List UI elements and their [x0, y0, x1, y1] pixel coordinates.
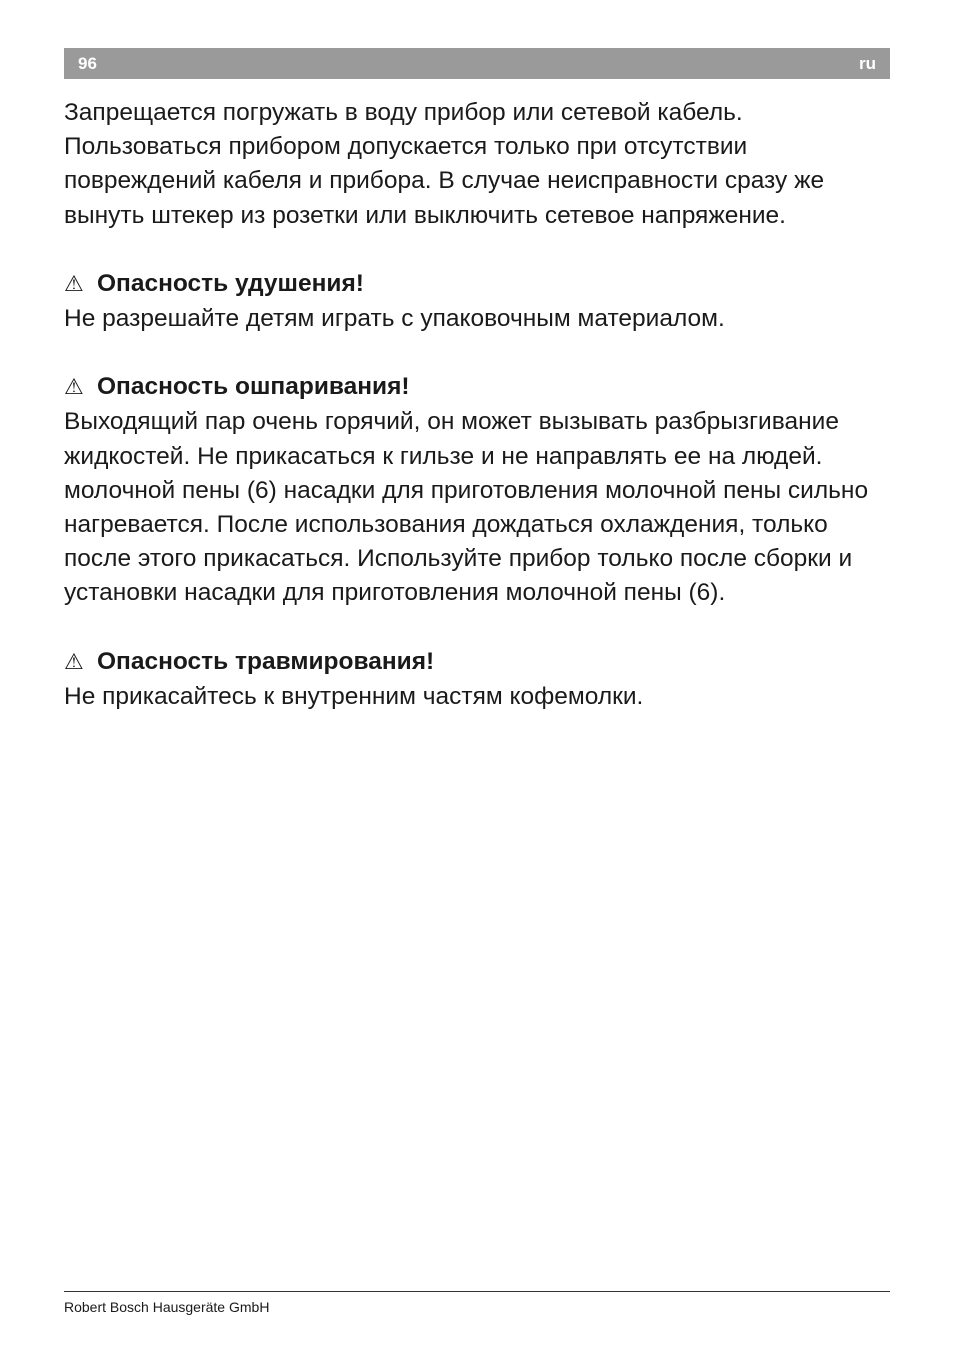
language-code: ru	[859, 53, 876, 73]
warning-text: Выходящий пар очень горячий, он может вызывать разбрызгивание жидкостей. Не прикасаться к гильзе и не направлять ее на людей. молочной пены (6) насадки для приготовления молочной пены сильно нагревается. После использования дождаться охлаждения, только после этого прикасаться. Используйте прибор только после сборки и установки насадки для приготовления молочной пены (6).	[64, 408, 869, 607]
warning-title: Опасность травмирования!	[97, 647, 435, 675]
warning-text: Не прикасайтесь к внутренним частям кофемолки.	[64, 682, 644, 710]
warning-heading	[64, 370, 890, 405]
warning-injury	[64, 645, 890, 714]
page-number: 96	[78, 53, 97, 73]
intro-paragraph	[64, 96, 890, 233]
warning-triangle-icon: ⚠	[64, 649, 84, 675]
footer-company: Robert Bosch Hausgeräte GmbH	[64, 1299, 270, 1315]
warning-triangle-icon: ⚠	[64, 375, 84, 401]
intro-text: Запрещается погружать в воду прибор или сетевой кабель. Пользоваться прибором допускается только при отсутствии повреждений кабеля и прибора. В случае неисправности сразу же вынуть штекер из розетки или выключить сетевое напряжение.	[64, 99, 825, 229]
warning-text: Не разрешайте детям играть с упаковочным материалом.	[64, 305, 725, 333]
page-header-bar	[64, 48, 890, 79]
warning-suffocation	[64, 267, 890, 336]
warning-title: Опасность удушения!	[97, 269, 364, 297]
warning-scalding	[64, 370, 890, 610]
warning-triangle-icon: ⚠	[64, 271, 84, 297]
page-content	[64, 96, 890, 748]
footer-divider	[64, 1291, 890, 1292]
warning-title: Опасность ошпаривания!	[97, 373, 410, 401]
warning-heading	[64, 267, 890, 302]
warning-heading	[64, 645, 890, 680]
